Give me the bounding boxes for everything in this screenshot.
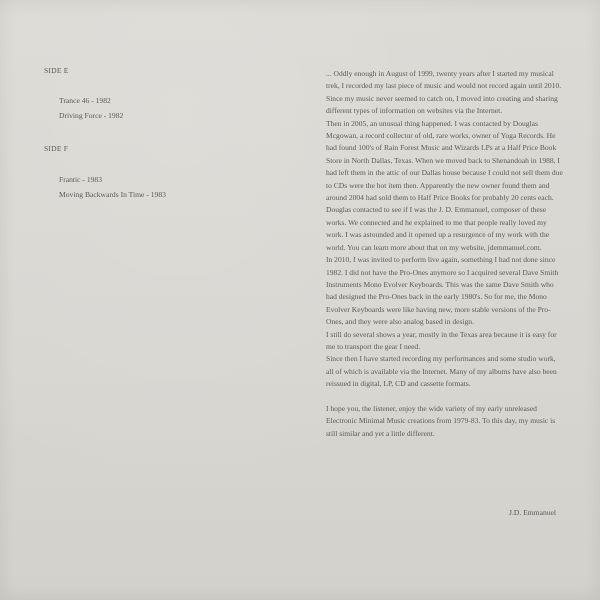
track-title: Driving Force - 1982 <box>59 111 124 120</box>
liner-notes-paragraph: Douglas contacted to see if I was the J. D. Emmanuel, composer of these works. We connected and he explained to me that people really loved my work. I was astounded and it opened up a resurgence of my work with the world. You can learn more about that on my website, jdemmanuel.com. <box>326 205 550 252</box>
liner-notes-column <box>326 68 564 440</box>
track-title: Trance 46 - 1982 <box>59 96 111 105</box>
side-e-tracklist <box>59 93 274 123</box>
liner-notes-paragraph: In 2010, I was invited to perform live again, something I had not done since 1982. I did not have the Pro-Ones anymore so I acquired several Dave Smith Instruments Mono Evolver Keyboards. This was the same Dave Smith who had designed the Pro-Ones back in the early 1980's. So for me, the Mono Evolver Keyboards were like having new, more stable versions of the Pro-Ones, and they were also analog based in design. <box>326 255 559 327</box>
liner-notes-paragraph: Then in 2005, an unusual thing happened. I was contacted by Douglas Mcgowan, a record collector of old, rare works, owner of Yoga Records. He had found 100's of Rain Forest Music and Wizards LPs at a Half Price Book Store in North Dallas, Texas. When we moved back to Shenandoah in 1988, I had left them in the attic of our Dallas house because I could not sell them due to CDs were the hot item then. Apparently the new owner found them and around 2004 had sold them to Half Price Books for probably 20 cents each. <box>326 118 563 203</box>
side-f-heading: SIDE F <box>44 144 69 153</box>
closing-paragraph: I hope you, the listener, enjoy the wide variety of my early unreleased Electronic Minimal Music creations from 1979-83. To this day, my music is still similar and yet a little different. <box>326 403 556 438</box>
side-f-tracklist <box>59 172 274 202</box>
liner-notes-paragraph: I still do several shows a year, mostly in the Texas area because it is easy for me to transport the gear I need. <box>326 329 557 351</box>
liner-notes-paragraph: Since then I have started recording my performances and some studio work, all of which is available via the Internet. Many of my albums have also been reissued in digital, LP, CD and cassette formats. <box>326 354 557 389</box>
liner-notes-paragraph: Since my music never seemed to catch on, I moved into creating and sharing different types of information on websites via the Internet. <box>326 93 558 116</box>
side-e-heading: SIDE E <box>44 66 69 75</box>
signature: J.D. Emmanuel <box>509 508 557 517</box>
track-title: Moving Backwards In Time - 1983 <box>59 190 166 199</box>
tracklist-column <box>44 66 274 202</box>
liner-notes-paragraph: ... Oddly enough in August of 1999, twenty years after I started my musical trek, I recorded my last piece of music and would not record again until 2010. <box>326 69 562 91</box>
track-title: Frantic - 1983 <box>59 175 103 184</box>
paragraph-spacer <box>326 391 564 403</box>
